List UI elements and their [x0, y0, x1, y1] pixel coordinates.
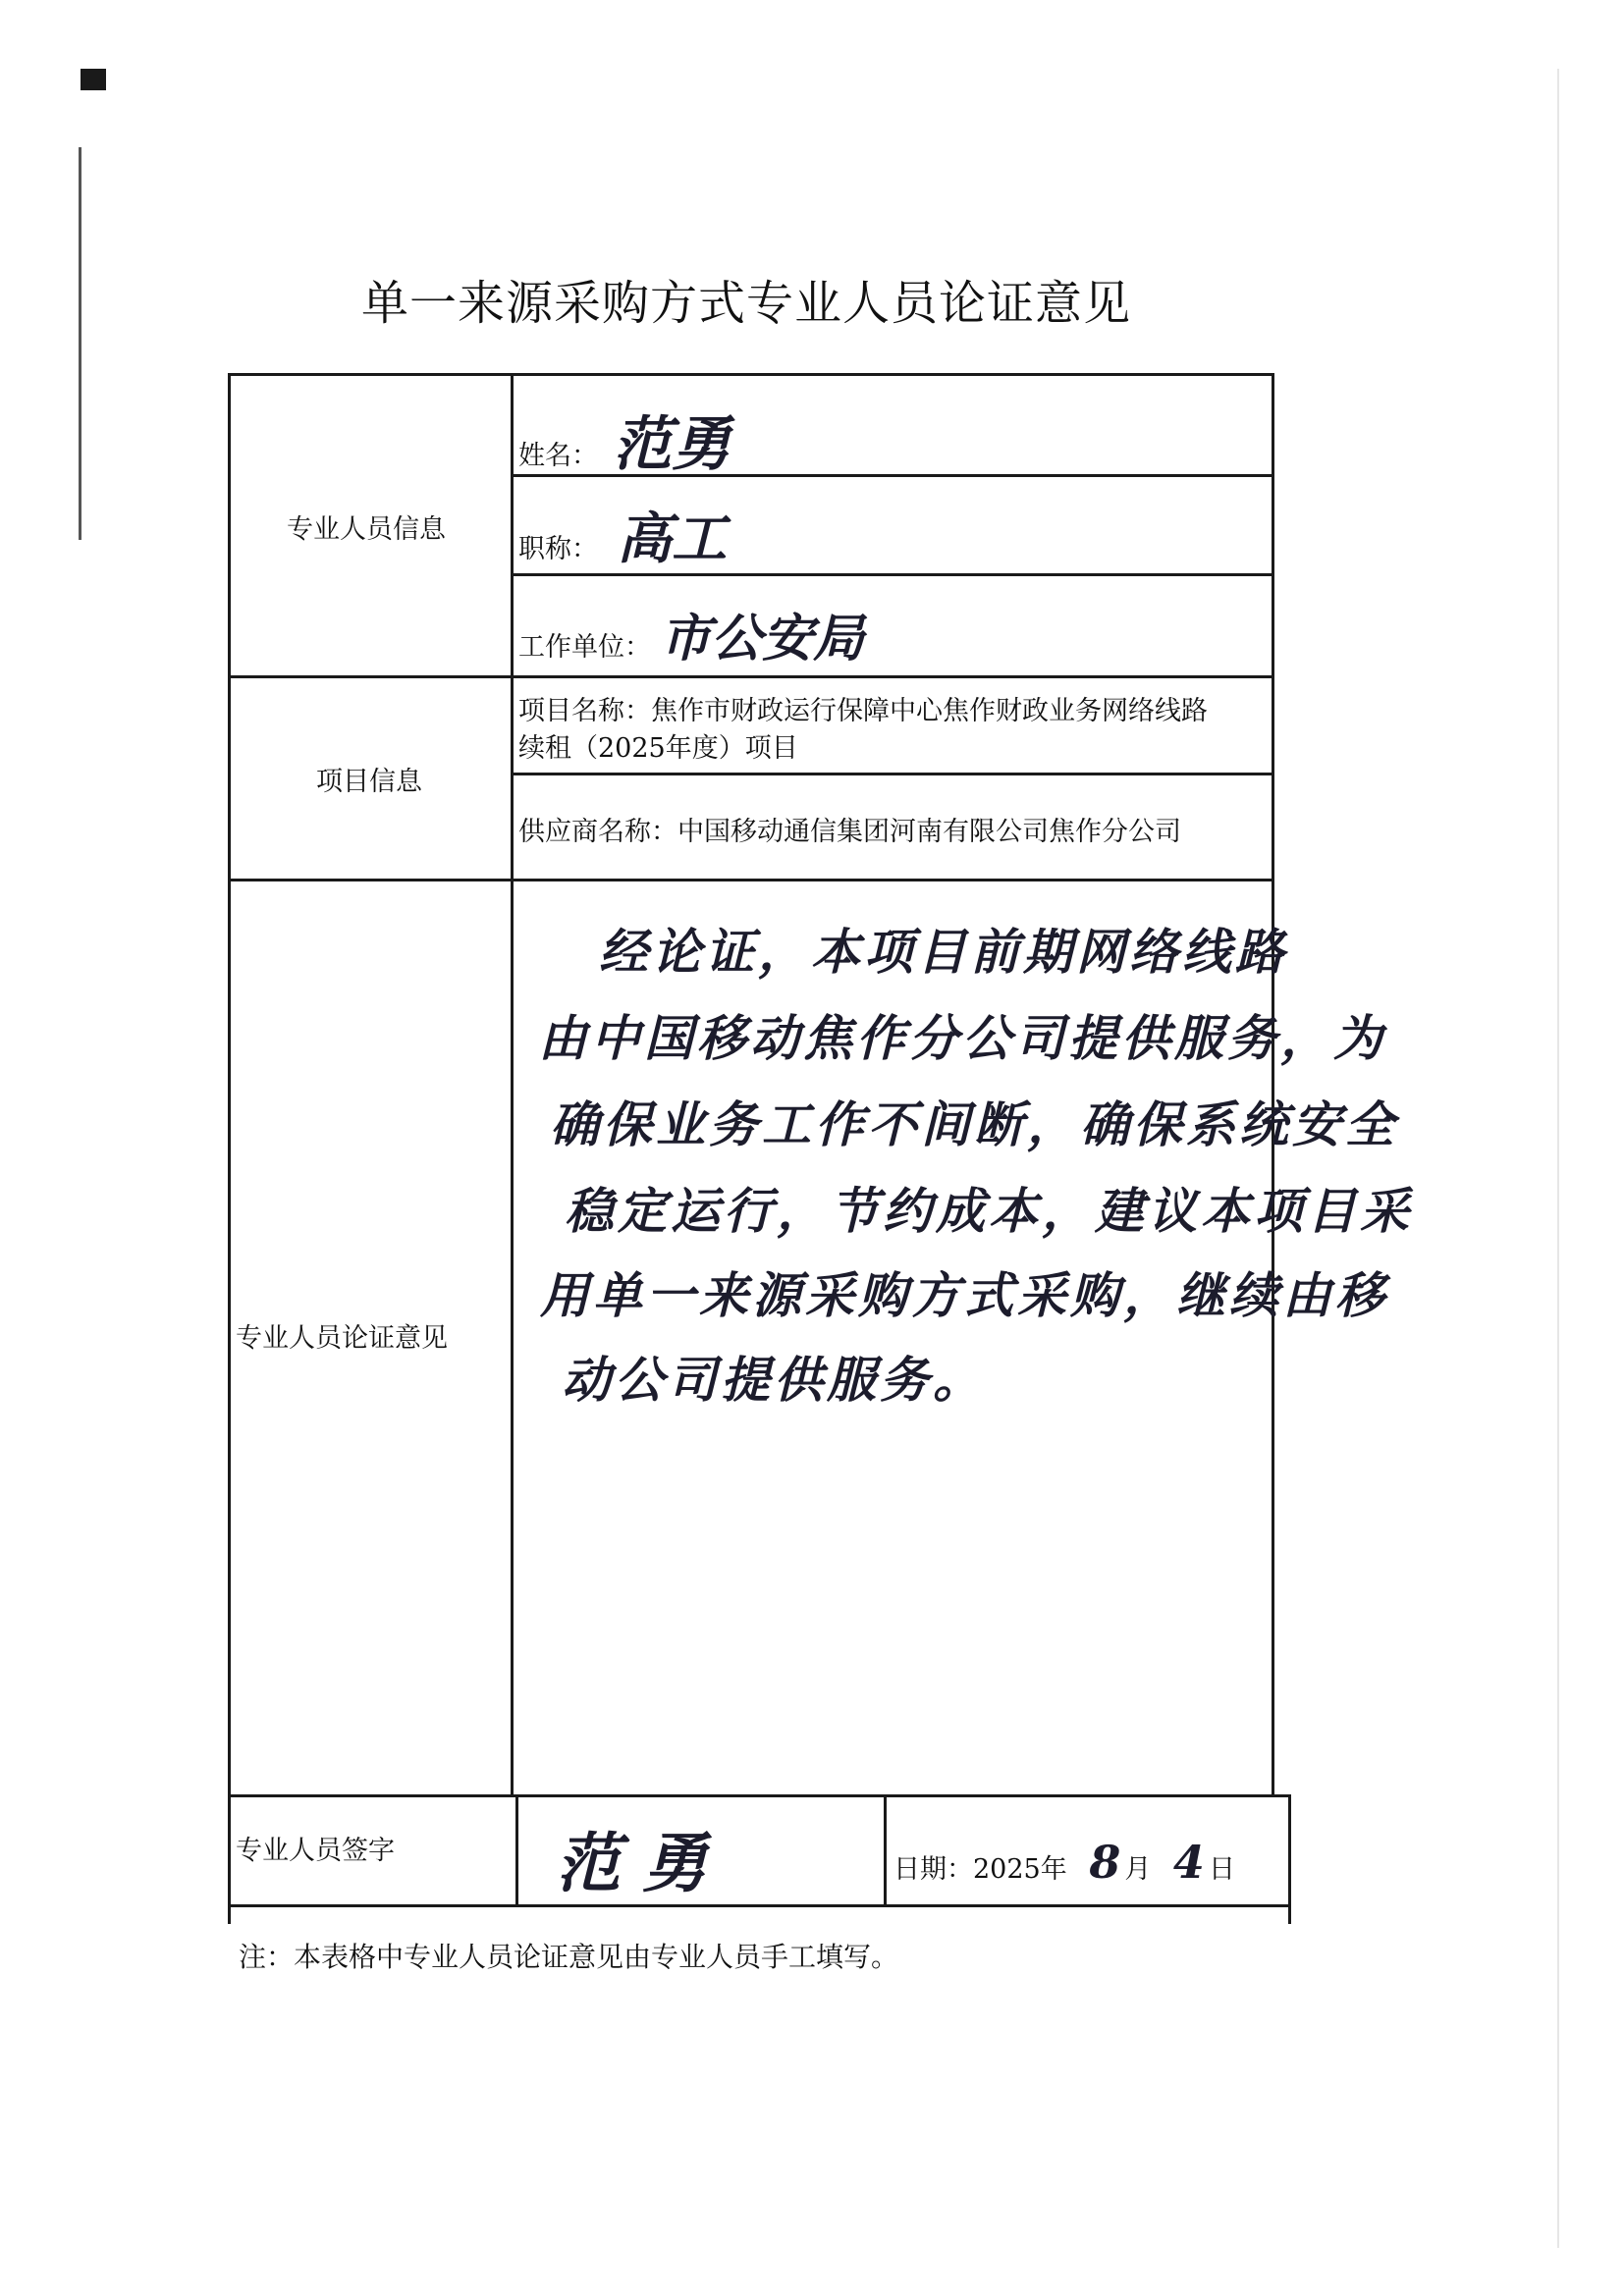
row-divider-project-name: [511, 773, 1274, 775]
title-label: 职称：: [518, 534, 598, 564]
column-divider: [511, 373, 514, 1796]
project-name-line1: [518, 693, 1208, 730]
project-name-label: 项目名称：: [518, 696, 651, 726]
title-value: 高工: [617, 507, 728, 571]
opinion-line: 由中国移动焦作分公司提供服务，为: [538, 1009, 1386, 1067]
name-label: 姓名：: [518, 441, 598, 471]
scan-edge-line: [79, 147, 81, 540]
supplier-value: 中国移动通信集团河南有限公司焦作分公司: [677, 817, 1181, 847]
row-divider-personnel: [228, 675, 1274, 678]
name-value: 范勇: [613, 410, 731, 479]
opinion-line: 确保业务工作不间断，确保系统安全: [550, 1095, 1398, 1153]
scan-mark-top: [81, 69, 106, 90]
opinion-line: 动公司提供服务。: [562, 1351, 986, 1409]
unit-value: 市公安局: [660, 609, 865, 668]
opinion-label: 专业人员论证意见: [236, 1322, 448, 1354]
title-field: [518, 496, 727, 574]
project-name-field: [518, 693, 1208, 768]
project-info-label: 项目信息: [316, 766, 422, 797]
table-border-right: [1272, 373, 1274, 1796]
row-divider-project: [228, 879, 1274, 881]
table-border-top: [228, 373, 1274, 376]
form-title: 单一来源采购方式专业人员论证意见: [360, 276, 1131, 331]
row-divider-opinion: [228, 1794, 1291, 1797]
supplier-label: 供应商名称：: [518, 817, 677, 847]
opinion-line: 经论证，本项目前期网络线路: [599, 923, 1288, 981]
date-field: [893, 1836, 1235, 1889]
date-month-unit: 月: [1124, 1854, 1152, 1885]
signer-signature: 范勇: [556, 1825, 729, 1901]
table-border-bottom: [228, 1904, 1291, 1907]
date-label: 日期：: [893, 1854, 973, 1885]
signature-date-divider: [884, 1796, 887, 1906]
name-field: [518, 398, 731, 482]
form-note: 注：本表格中专业人员论证意见由专业人员手工填写。: [239, 1941, 899, 1973]
project-name-value-line1: 焦作市财政运行保障中心焦作财政业务网络线路: [651, 696, 1208, 726]
date-day-unit: 日: [1208, 1854, 1235, 1885]
column-divider-signature: [515, 1796, 518, 1906]
signature-label: 专业人员签字: [236, 1835, 395, 1866]
unit-label: 工作单位：: [518, 632, 651, 663]
personnel-info-label: 专业人员信息: [287, 513, 446, 545]
date-month: 8: [1089, 1836, 1121, 1889]
opinion-line: 稳定运行，节约成本，建议本项目采: [565, 1182, 1413, 1240]
date-year: 2025年: [973, 1854, 1067, 1885]
table-border-left: [228, 373, 231, 1924]
opinion-line: 用单一来源采购方式采购，继续由移: [540, 1266, 1388, 1324]
supplier-field: [518, 810, 1181, 848]
project-name-value-line2: 续租（2025年度）项目: [518, 733, 798, 764]
date-day: 4: [1172, 1836, 1205, 1889]
scan-edge-line-right: [1557, 69, 1559, 2248]
unit-field: [518, 597, 864, 670]
